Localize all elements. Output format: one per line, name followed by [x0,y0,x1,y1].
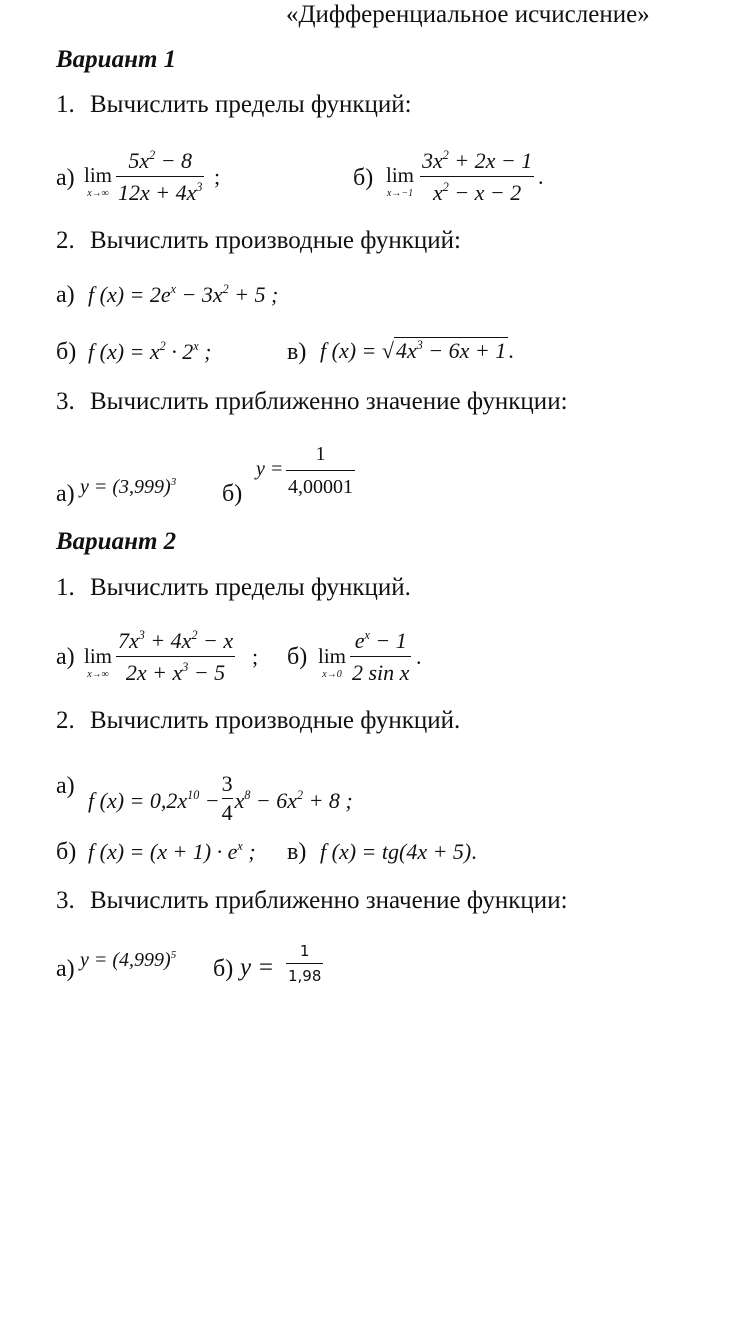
v1-task2v-label: в) [287,339,307,365]
v2-task2v-formula: f (x) = tg(4x + 5). [320,839,477,864]
fraction-numerator: 1 [315,443,326,465]
v1-task1-number: 1. [56,91,75,118]
v1-task2v-formula: f $(x) = √4x^3 - 6x + 1$. [320,337,514,363]
variant-2-title: Вариант 2 [56,528,177,555]
fraction-numerator: $7x^3 + 4x^2 - x$ [118,627,234,653]
fraction-numerator: $5x^2 - 8$ [128,147,193,173]
v2-task3a-label: а) [56,956,75,982]
v1-task2a-formula: f $(x) = 2e^x - 3x^2 + 5$ ; [88,281,279,307]
fraction-denominator: 2 sin x [352,660,410,685]
v2-task1b-tail: . [416,644,422,669]
v2-task3a-formula: $y = (4,999)^5$ [80,948,177,971]
document-title: «Дифференциальное исчисление» [286,1,650,28]
lim-subscript: x→−1 [386,188,414,199]
v2-task2v-label: в) [287,839,307,865]
v2-task1b-label: б) [287,644,308,670]
v2-task1a-label: а) [56,644,75,670]
fraction-denominator: 4,00001 [288,476,353,498]
v1-task3-text: Вычислить приближенно значение функции: [90,388,568,415]
v1-task3b-y: y = [256,458,284,480]
fraction-denominator: $12x + 4x^3$ [118,179,203,205]
v1-task2a-label: а) [56,282,75,308]
v1-task1b-tail: . [538,164,544,189]
v2-task1a-lim [84,646,112,680]
v2-task2-number: 2. [56,707,75,734]
v1-task3b-fraction [286,444,355,497]
variant-1-title: Вариант 1 [56,46,177,73]
lim-subscript: x→∞ [87,188,109,199]
v1-task2-number: 2. [56,227,75,254]
v1-task2-text: Вычислить производные функций: [90,227,461,254]
v1-task3a-label: а) [56,481,75,507]
v2-task1a-tail: ; [252,644,259,669]
lim-subscript: x→∞ [87,669,109,680]
lim-word: lim [84,163,113,187]
v2-task3b-label: б) [213,956,234,982]
v1-task1b-label: б) [353,165,374,191]
lim-word: lim [386,163,415,187]
fraction-numerator: $3x^2 + 2x - 1$ [422,147,533,173]
v1-task1b-lim [386,165,414,199]
v1-task2b-label: б) [56,339,77,365]
v1-task1a-fraction [116,147,204,205]
fraction-denominator: $x^2 - x - 2$ [433,179,522,205]
lim-subscript: x→0 [322,669,342,680]
v2-task2a-inline-fraction: 3 4 [221,771,233,825]
v2-task1b-fraction [350,627,411,685]
v2-task1b-lim [318,646,346,680]
v1-task1a-lim [84,165,112,199]
lim-word: lim [84,644,113,668]
v2-task3b-y: y = [240,954,275,981]
v2-task3-number: 3. [56,887,75,914]
v1-task3b-label: б) [222,481,243,507]
v1-task1a-label: а) [56,165,75,191]
v2-task1-text: Вычислить пределы функций. [90,574,411,601]
radicand: $4x^3 - 6x + 1$ [395,337,507,363]
v2-task1-number: 1. [56,574,75,601]
v1-task1b-fraction [420,147,534,205]
v1-task1-text: Вычислить пределы функций: [90,91,412,118]
v2-task1a-fraction [116,627,235,685]
v2-task2-text: Вычислить производные функций. [90,707,461,734]
v1-task3-number: 3. [56,388,75,415]
v2-task2a-formula: f $(x) = 0,2x^{10}$ − 3 4 $x^8 - 6x^2 + 8$ ; [88,771,353,825]
v1-task1a-tail: ; [214,164,221,189]
fraction-numerator: $e^x - 1$ [354,627,407,653]
fraction-denominator: $2x + x^3 - 5$ [125,659,226,685]
v2-task2b-label: б) [56,839,77,865]
v2-task2b-formula: f $(x) = (x + 1) \cdot e^x$ ; [88,838,256,864]
sqrt-icon: √ [381,338,394,363]
fraction-denominator: 1,98 [288,967,322,985]
v2-task3-text: Вычислить приближенно значение функции: [90,887,568,914]
v1-task2b-formula: f $(x) = x^2 \cdot 2^x$ ; [88,338,212,364]
fraction-numerator: 1 [299,942,310,960]
v2-task3b-fraction [286,944,323,984]
v2-task2a-label: а) [56,773,75,799]
v1-task3a-formula: $y = (3,999)^3$ [80,475,177,498]
lim-word: lim [318,644,347,668]
